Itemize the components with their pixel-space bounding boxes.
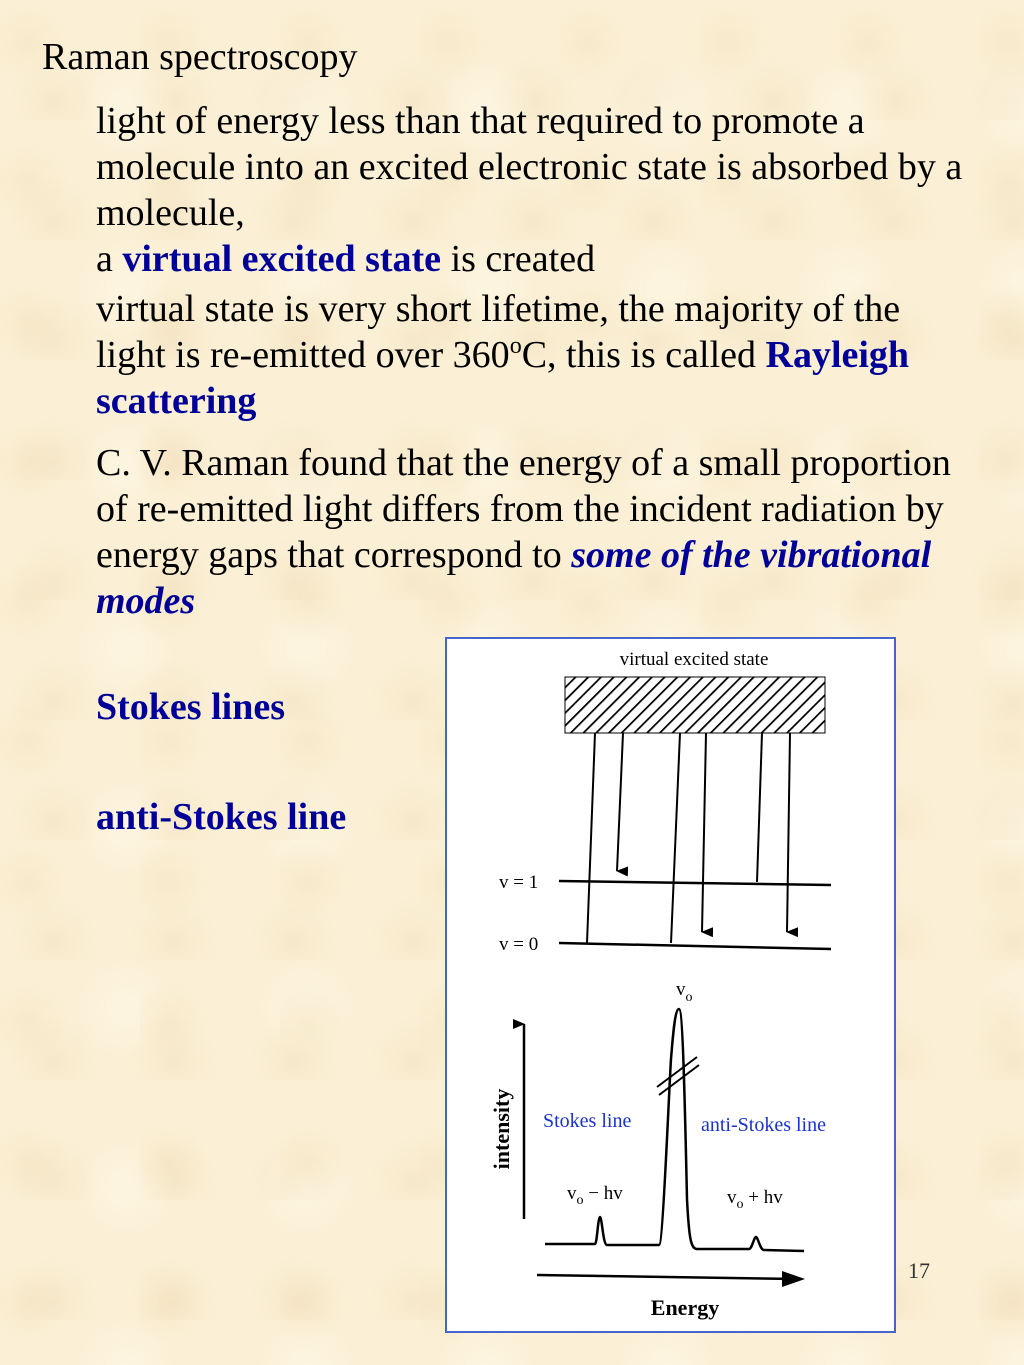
paragraph-virtual-state (96, 98, 976, 282)
label-stokes-lines: Stokes lines (96, 686, 285, 728)
level-v0 (559, 943, 831, 949)
highlight-rayleigh-scattering: Rayleigh scattering (96, 334, 910, 422)
page-number: 17 (908, 1258, 930, 1283)
highlight-vibrational-modes: some of the vibrational modes (96, 534, 932, 622)
v1-label: v = 1 (499, 872, 539, 893)
stokes-arrow-1 (617, 733, 623, 871)
label-anti-stokes-line: anti-Stokes line (96, 796, 347, 838)
p1-prefix: a (96, 238, 123, 280)
level-v1 (559, 881, 831, 885)
peak-v0-label: $v_o$ (676, 979, 693, 1005)
p2-text-after: C, this is called (521, 334, 766, 376)
antistokes-line-label: anti-Stokes line (701, 1114, 826, 1136)
excitation-line-1 (587, 733, 595, 943)
virtual-excited-state-label: virtual excited state (619, 649, 769, 670)
antistokes-peak-label: $v_o$ + hv (727, 1187, 783, 1212)
p1-text: light of energy less than that required to promote a molecule into an excited electronic state is absorbed by a molecule, (96, 100, 963, 234)
highlight-virtual-excited-state: virtual excited state (122, 238, 442, 280)
energy-axis-arrowhead (782, 1271, 805, 1287)
p1-suffix: is created (441, 238, 596, 280)
raman-energy-diagram (445, 637, 896, 1333)
energy-axis-label: Energy (650, 1295, 720, 1320)
antistokes-arrow (787, 733, 790, 932)
v0-label: v = 0 (499, 934, 539, 955)
p2-text: virtual state is very short lifetime, the majority of the light is re-emitted over 360 (96, 288, 901, 376)
stokes-peak-label: $v_o$ − hv (567, 1183, 623, 1208)
raman-diagram-svg (447, 639, 894, 1331)
rayleigh-arrow (702, 733, 706, 932)
rayleigh-line (671, 733, 680, 943)
virtual-state-band (565, 677, 825, 733)
paragraph-raman (96, 440, 976, 624)
degree-superscript: o (509, 333, 522, 359)
energy-axis (537, 1275, 797, 1279)
stokes-line-label: Stokes line (543, 1110, 632, 1132)
slide-title: Raman spectroscopy (42, 36, 358, 78)
intensity-axis-label: intensity (489, 1088, 514, 1170)
antistokes-excitation-line (757, 733, 762, 882)
p3-text: C. V. Raman found that the energy of a small proportion of re-emitted light differs from the incident radiation by energy gaps that correspond to (96, 442, 951, 576)
paragraph-rayleigh (96, 286, 976, 424)
